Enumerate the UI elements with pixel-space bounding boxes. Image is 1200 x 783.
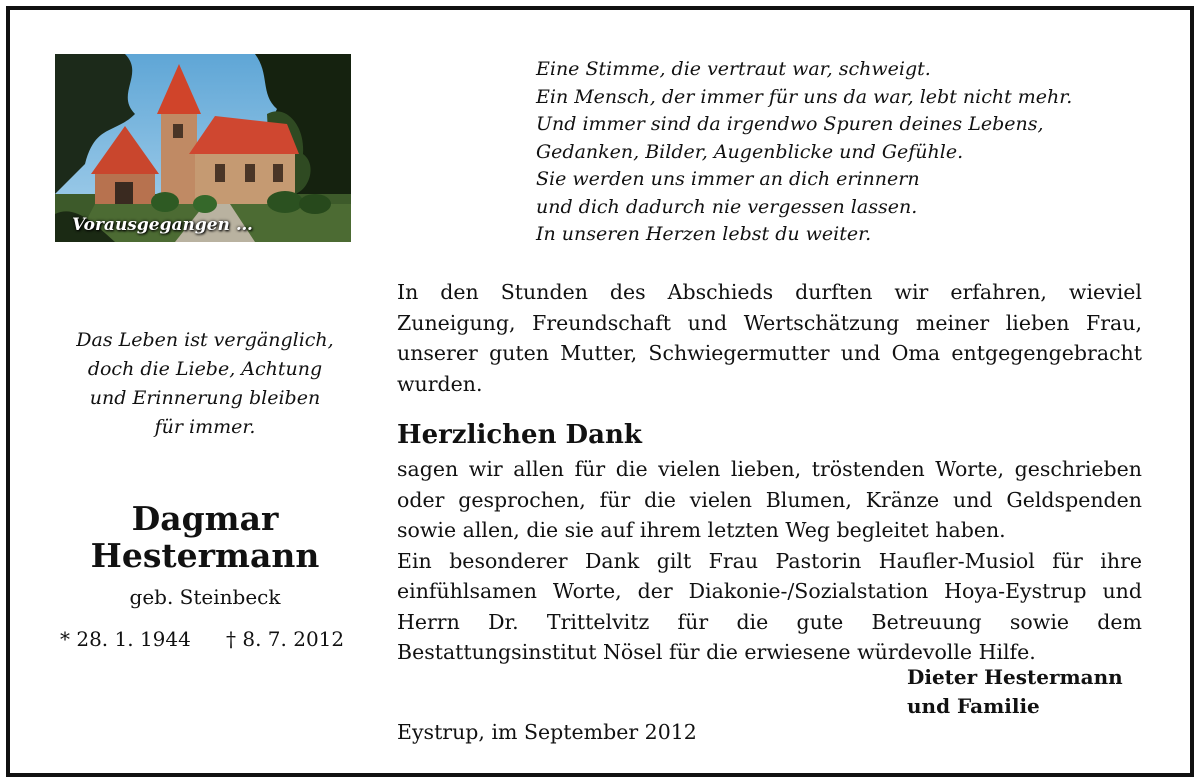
maiden-name: geb. Steinbeck xyxy=(129,585,281,609)
death-date: † 8. 7. 2012 xyxy=(226,627,345,651)
poem-line: Gedanken, Bilder, Augenblicke und Gefühle. xyxy=(536,140,964,163)
left-quote-line: und Erinnerung bleiben xyxy=(89,387,321,409)
signoff-line: Dieter Hestermann xyxy=(907,665,1123,689)
poem-line: In unseren Herzen lebst du weiter. xyxy=(536,223,872,245)
birth-date: * 28. 1. 1944 xyxy=(60,627,191,651)
obituary-frame xyxy=(6,6,1194,777)
deceased-name xyxy=(50,500,360,574)
thanks-paragraph xyxy=(397,454,1142,668)
left-quote-line: doch die Liebe, Achtung xyxy=(87,358,323,380)
poem xyxy=(536,56,1072,249)
photo-caption: Vorausgegangen … xyxy=(72,215,253,235)
life-dates xyxy=(60,627,360,651)
left-quote-line: für immer. xyxy=(154,416,256,438)
place-date: Eystrup, im September 2012 xyxy=(397,720,697,744)
thanks-paragraph-part: Ein besonderer Dank gilt Frau Pastorin Haufler-Musiol für ihre einfühlsamen Worte, der Diakonie-/Sozialstation Hoya-Eystrup und Herrn Dr. Trittelvitz für die gute Betreuung sowie dem Bestattungsinstitut Nösel für die erwiesene würdevolle Hilfe. xyxy=(397,548,1142,664)
thanks-intro-paragraph: In den Stunden des Abschieds durften wir erfahren, wieviel Zuneigung, Freundschaft und Wertschätzung meiner lieben Frau, unserer guten Mutter, Schwiegermutter und Oma entgegengebracht wurden. xyxy=(397,280,1142,396)
poem-line: Eine Stimme, die vertraut war, schweigt. xyxy=(536,58,931,80)
left-quote-line: Das Leben ist vergänglich, xyxy=(76,329,334,351)
thanks-heading: Herzlichen Dank xyxy=(397,420,642,450)
signoff-line: und Familie xyxy=(907,694,1040,718)
first-name: Dagmar xyxy=(131,499,279,538)
poem-line: Ein Mensch, der immer für uns da war, lebt nicht mehr. xyxy=(536,85,1073,108)
poem-line: Sie werden uns immer an dich erinnern xyxy=(536,168,920,190)
last-name: Hestermann xyxy=(90,536,320,575)
left-quote xyxy=(50,326,360,442)
poem-line: und dich dadurch nie vergessen lassen. xyxy=(536,195,918,218)
church-illustration xyxy=(55,54,351,242)
poem-line: Und immer sind da irgendwo Spuren deines Lebens, xyxy=(536,113,1044,135)
signoff xyxy=(907,663,1123,721)
thanks-paragraph-part: sagen wir allen für die vielen lieben, tröstenden Worte, geschrieben oder gesprochen, für die vielen Blumen, Kränze und Geldspenden sowie allen, die sie auf ihrem letzten Weg begleitet haben. xyxy=(397,457,1142,542)
church-photo xyxy=(55,54,351,242)
